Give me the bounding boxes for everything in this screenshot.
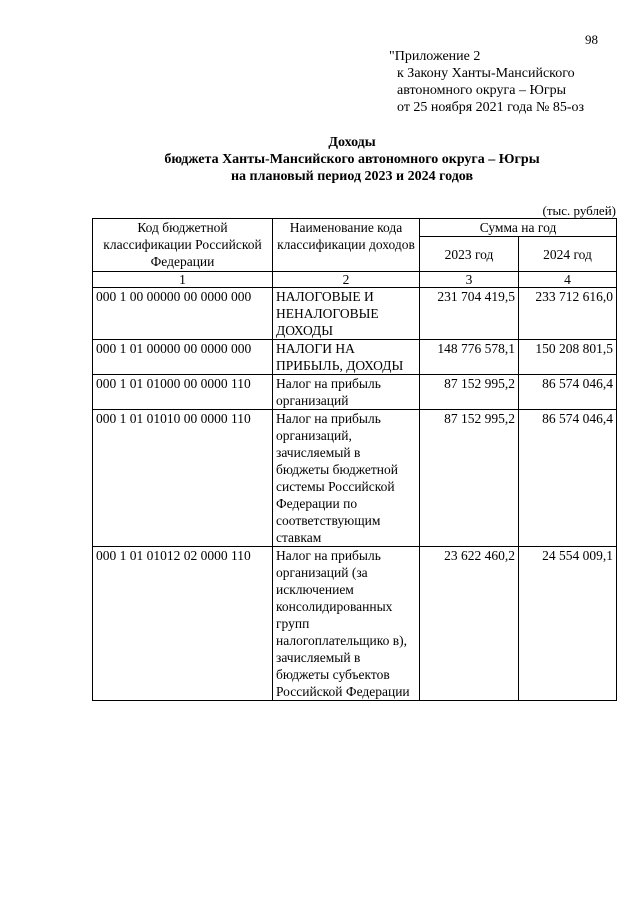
row-amount-2024: 150 208 801,5 bbox=[519, 340, 617, 375]
row-name: НАЛОГОВЫЕ И НЕНАЛОГОВЫЕ ДОХОДЫ bbox=[273, 288, 420, 340]
title-line-3: на плановый период 2023 и 2024 годов bbox=[230, 169, 474, 184]
column-number: 1 bbox=[93, 272, 273, 288]
row-name: Налог на прибыль организаций, зачисляемый в бюджеты бюджетной системы Российской Федерации по соответствующим ставкам bbox=[273, 410, 420, 547]
appendix-line-3: автономного округа – Югры bbox=[397, 83, 566, 98]
row-code: 000 1 00 00000 00 0000 000 bbox=[93, 288, 273, 340]
table-row bbox=[93, 410, 617, 547]
table-row bbox=[93, 375, 617, 410]
row-code: 000 1 01 01012 02 0000 110 bbox=[93, 547, 273, 701]
row-name: Налог на прибыль организаций (за исключением консолидированных групп налогоплательщико в), зачисляемый в бюджеты субъектов Российской Федерации bbox=[273, 547, 420, 701]
row-amount-2024: 24 554 009,1 bbox=[519, 547, 617, 701]
row-amount-2023: 87 152 995,2 bbox=[420, 410, 519, 547]
appendix-line-1: "Приложение 2 bbox=[389, 49, 481, 64]
appendix-line-4: от 25 ноября 2021 года № 85-оз bbox=[397, 100, 585, 115]
row-amount-2023: 23 622 460,2 bbox=[420, 547, 519, 701]
header-sum: Сумма на год bbox=[420, 219, 617, 237]
table-row bbox=[93, 340, 617, 375]
column-numbers-row bbox=[93, 272, 617, 288]
title-line-1: Доходы bbox=[328, 135, 376, 150]
header-year-2024: 2024 год bbox=[519, 237, 617, 272]
row-amount-2024: 233 712 616,0 bbox=[519, 288, 617, 340]
document-title bbox=[90, 134, 614, 185]
header-name: Наименование кода классификации доходов bbox=[273, 219, 420, 272]
row-amount-2023: 148 776 578,1 bbox=[420, 340, 519, 375]
row-amount-2023: 87 152 995,2 bbox=[420, 375, 519, 410]
table-row bbox=[93, 288, 617, 340]
title-line-2: бюджета Ханты-Мансийского автономного округа – Югры bbox=[164, 152, 540, 167]
revenue-table bbox=[92, 218, 617, 701]
row-amount-2023: 231 704 419,5 bbox=[420, 288, 519, 340]
row-code: 000 1 01 00000 00 0000 000 bbox=[93, 340, 273, 375]
page-number: 98 bbox=[585, 32, 598, 47]
header-row bbox=[93, 219, 617, 237]
column-number: 3 bbox=[420, 272, 519, 288]
row-amount-2024: 86 574 046,4 bbox=[519, 375, 617, 410]
appendix-reference bbox=[389, 48, 584, 116]
column-number: 4 bbox=[519, 272, 617, 288]
column-number: 2 bbox=[273, 272, 420, 288]
row-name: Налог на прибыль организаций bbox=[273, 375, 420, 410]
header-year-2023: 2023 год bbox=[420, 237, 519, 272]
appendix-line-2: к Закону Ханты-Мансийского bbox=[397, 66, 575, 81]
row-name: НАЛОГИ НА ПРИБЫЛЬ, ДОХОДЫ bbox=[273, 340, 420, 375]
table-row bbox=[93, 547, 617, 701]
row-amount-2024: 86 574 046,4 bbox=[519, 410, 617, 547]
row-code: 000 1 01 01000 00 0000 110 bbox=[93, 375, 273, 410]
units-label: (тыс. рублей) bbox=[542, 203, 616, 218]
row-code: 000 1 01 01010 00 0000 110 bbox=[93, 410, 273, 547]
header-code: Код бюджетной классификации Российской Федерации bbox=[93, 219, 273, 272]
